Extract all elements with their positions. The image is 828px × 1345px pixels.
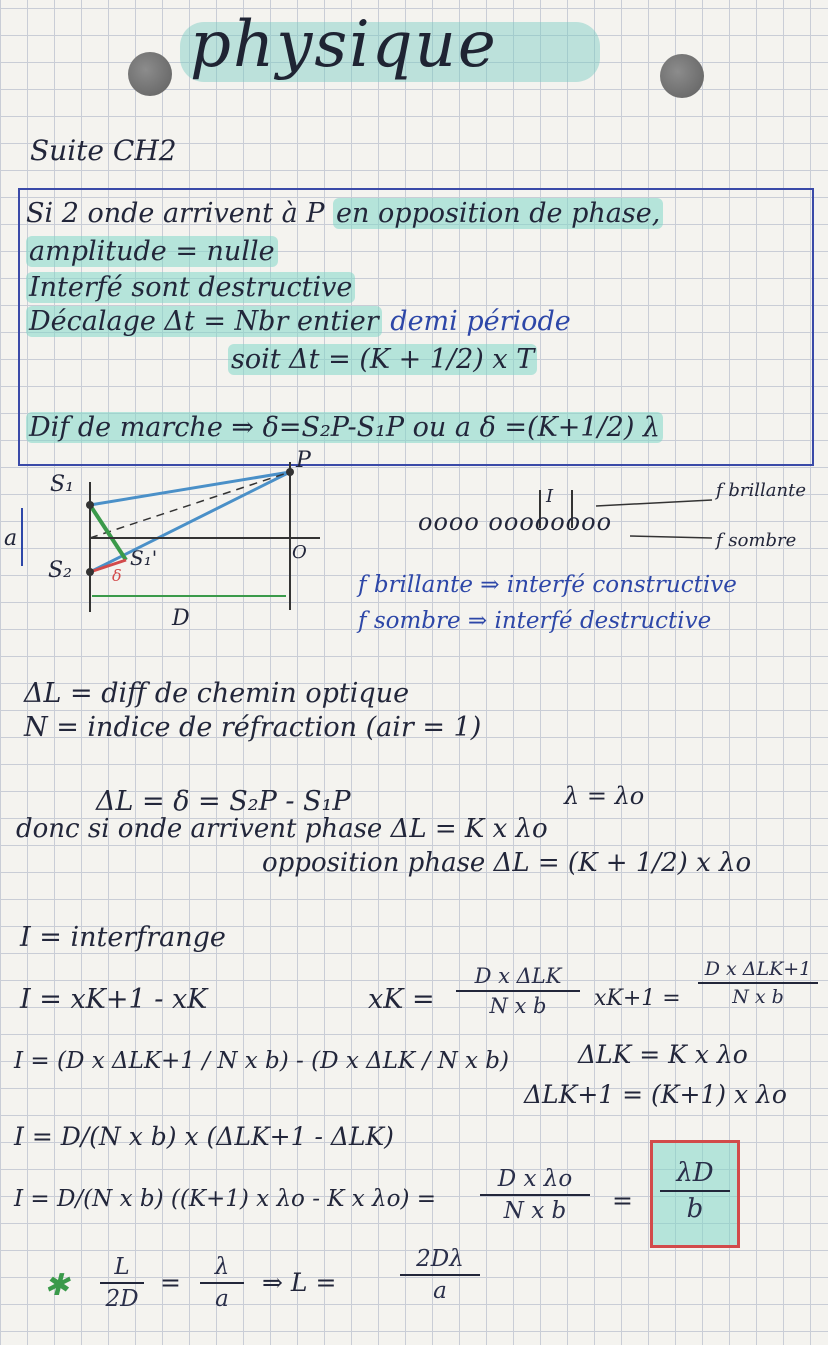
star-result-fraction xyxy=(400,1246,480,1304)
point-s2 xyxy=(86,568,94,576)
phase-line-3 xyxy=(262,848,751,878)
star-l: L xyxy=(114,1254,130,1280)
point-s1 xyxy=(86,501,94,509)
chapter-label: Suite CH2 xyxy=(30,134,177,167)
xk1-num: D x ΔLK+1 xyxy=(704,958,812,980)
perpendicular-line xyxy=(90,505,126,560)
equals-sign: = xyxy=(612,1186,633,1215)
box-line-4-blue: demi période xyxy=(390,306,571,337)
result-fraction xyxy=(660,1158,730,1224)
i4-bar xyxy=(480,1194,590,1196)
label-a: a xyxy=(4,526,18,551)
label-o: O xyxy=(292,542,307,563)
dark-arrow xyxy=(630,536,712,538)
phase-line-2-formula: ΔL = K x λo xyxy=(390,814,548,844)
i4-fraction xyxy=(480,1166,590,1224)
star-lambda-bar xyxy=(200,1282,244,1284)
star-frac-lambda xyxy=(200,1254,244,1312)
interfrange-eq-1: I = xK+1 - xK xyxy=(20,984,208,1015)
box-line-4-text: Décalage Δt = Nbr entier xyxy=(26,306,382,337)
fringe-bright-label: f brillante xyxy=(716,480,806,501)
fringe-note-dark: f sombre ⇒ interfé destructive xyxy=(358,608,712,634)
star-frac-l xyxy=(100,1254,144,1312)
box-line-6-text: Dif de marche ⇒ δ=S₂P-S₁P ou a δ =(K+1/2) λ xyxy=(26,412,663,443)
label-d: D xyxy=(172,606,190,631)
interfrange-def: I = interfrange xyxy=(20,922,226,953)
phase-eq: ΔL = δ = S₂P - S₁P xyxy=(96,786,351,817)
phase-line-3-formula: ΔL = (K + 1/2) x λo xyxy=(493,848,752,878)
box-line-2-text: amplitude = nulle xyxy=(26,236,278,267)
result-bar xyxy=(660,1190,730,1192)
label-delta: δ xyxy=(112,566,122,585)
interfrange-eq-4: I = D/(N x b) ((K+1) x λo - K x λo) = xyxy=(14,1186,437,1212)
star-eq-sign: = xyxy=(160,1268,181,1297)
fringe-dots: oooo oooooooo xyxy=(418,508,613,536)
box-line-1-text: Si 2 onde arrivent à P xyxy=(26,198,325,229)
star-a: a xyxy=(215,1286,229,1312)
label-s1-prime: S₁' xyxy=(130,546,158,570)
interfrange-eq-2: I = (D x ΔLK+1 / N x b) - (D x ΔLK / N x b) xyxy=(14,1048,509,1074)
phase-line-2 xyxy=(16,814,548,844)
point-p xyxy=(286,468,294,476)
star-result-label: ⇒ L = xyxy=(262,1268,337,1297)
def-delta-l: ΔL = diff de chemin optique xyxy=(24,678,410,709)
result-den: b xyxy=(686,1194,704,1224)
phase-line-3-text: opposition phase xyxy=(262,848,486,878)
xk-den: N x b xyxy=(489,994,547,1018)
xk-label: xK = xyxy=(368,984,435,1015)
star-lambda: λ xyxy=(214,1254,230,1280)
star-result-den: a xyxy=(433,1278,447,1304)
i4-num: D x λo xyxy=(497,1166,573,1192)
dlk1-eq: ΔLK+1 = (K+1) x λo xyxy=(524,1080,787,1109)
def-n: N = indice de réfraction (air = 1) xyxy=(24,712,482,743)
star-icon: ✱ xyxy=(44,1268,70,1303)
dlk-eq: ΔLK = K x λo xyxy=(578,1040,748,1069)
page-title: physique xyxy=(190,8,498,82)
star-l-bar xyxy=(100,1282,144,1284)
phase-lambda: λ = λo xyxy=(564,782,645,810)
xk-fraction xyxy=(456,964,580,1018)
fringe-i-label: I xyxy=(546,486,554,507)
box-line-3-text: Interfé sont destructive xyxy=(26,272,355,303)
fringe-note-bright: f brillante ⇒ interfé constructive xyxy=(358,572,737,598)
label-p: P xyxy=(296,448,311,473)
label-s1: S₁ xyxy=(50,472,74,497)
star-2d: 2D xyxy=(105,1286,139,1312)
fringe-dark-label: f sombre xyxy=(716,530,797,551)
xk1-label: xK+1 = xyxy=(594,986,681,1011)
ray-middle xyxy=(90,472,290,538)
xk1-fraction xyxy=(698,958,818,1008)
star-result-bar xyxy=(400,1274,480,1276)
xk-bar xyxy=(456,990,580,992)
bright-arrow xyxy=(596,500,712,506)
box-line-5-text: soit Δt = (K + 1/2) x T xyxy=(228,344,537,375)
box-line-1-highlight: en opposition de phase, xyxy=(333,198,663,229)
i4-den: N x b xyxy=(503,1198,567,1224)
interfrange-eq-3: I = D/(N x b) x (ΔLK+1 - ΔLK) xyxy=(14,1122,394,1151)
xk1-bar xyxy=(698,982,818,984)
result-num: λD xyxy=(676,1158,714,1188)
phase-line-2-text: donc si onde arrivent phase xyxy=(16,814,383,844)
star-result-num: 2Dλ xyxy=(416,1246,464,1272)
xk-num: D x ΔLK xyxy=(474,964,562,988)
label-s2: S₂ xyxy=(48,558,72,583)
xk1-den: N x b xyxy=(732,986,784,1008)
